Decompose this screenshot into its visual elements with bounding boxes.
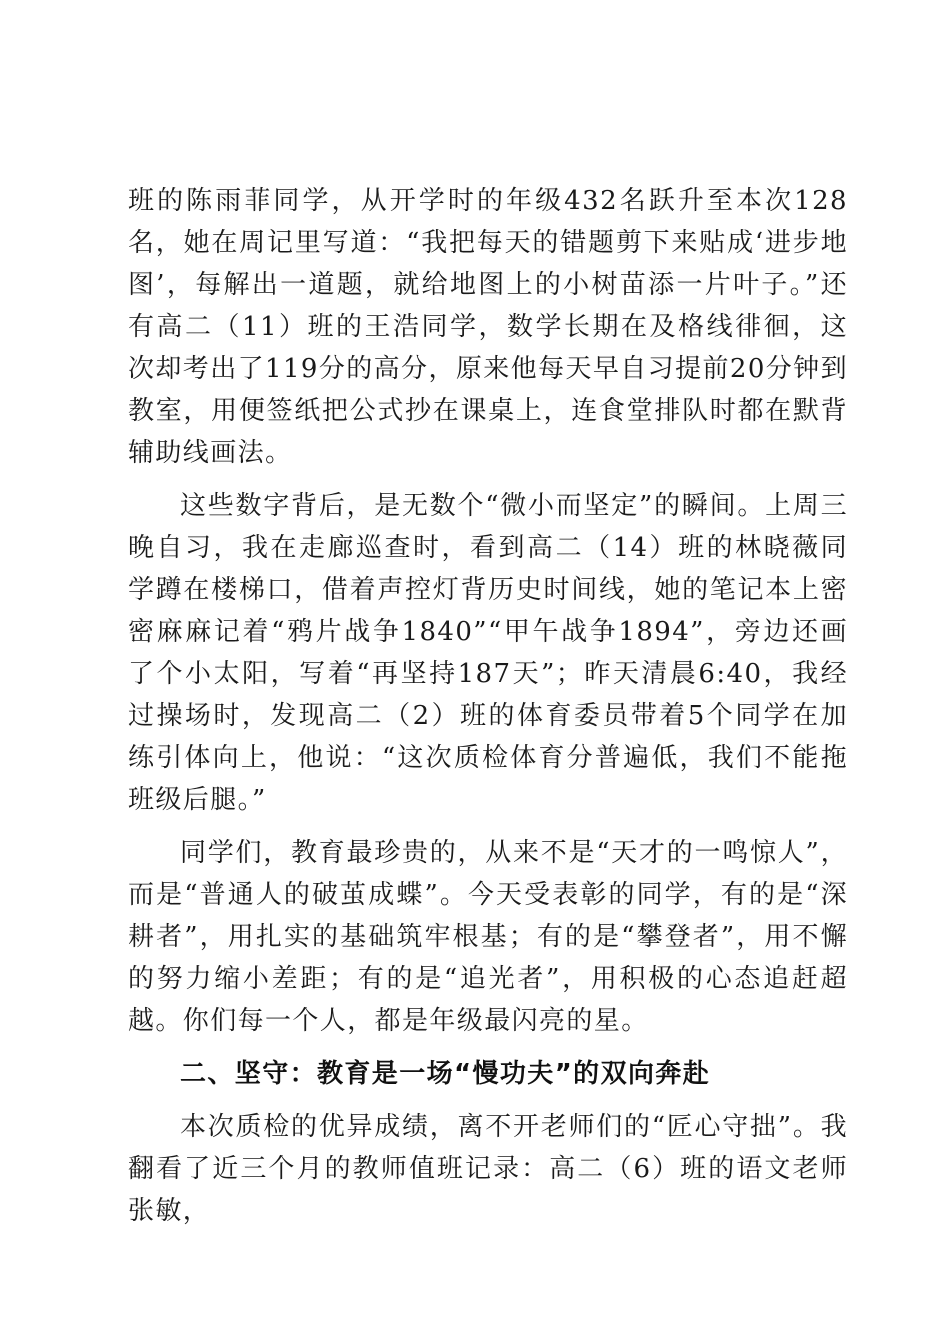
paragraph-encouragement: 同学们，教育最珍贵的，从来不是“天才的一鸣惊人”，而是“普通人的破茧成蝶”。今天受表彰的同学，有的是“深耕者”，用扎实的基础筑牢根基；有的是“攀登者”，用不懈的努力缩小差距；有的是“追光者”，用积极的心态追赶超越。你们每一个人，都是年级最闪亮的星。 [128, 838, 848, 1036]
paragraph-continued: 班的陈雨菲同学，从开学时的年级432名跃升至本次128名，她在周记里写道：“我把每天的错题剪下来贴成‘进步地图’，每解出一道题，就给地图上的小树苗添一片叶子。”还有高二（11）班的王浩同学，数学长期在及格线徘徊，这次却考出了119分的高分，原来他每天早自习提前20分钟到教室，用便签纸把公式抄在课桌上，连食堂排队时都在默背辅助线画法。 [128, 186, 848, 468]
paragraph-teachers: 本次质检的优异成绩，离不开老师们的“匠心守拙”。我翻看了近三个月的教师值班记录：高二（6）班的语文老师张敏， [128, 1112, 848, 1226]
paragraph-moments: 这些数字背后，是无数个“微小而坚定”的瞬间。上周三晚自习，我在走廊巡查时，看到高二（14）班的林晓薇同学蹲在楼梯口，借着声控灯背历史时间线，她的笔记本上密密麻麻记着“鸦片战争1840”“甲午战争1894”，旁边还画了个小太阳，写着“再坚持187天”；昨天清晨6:40，我经过操场时，发现高二（2）班的体育委员带着5个同学在加练引体向上，他说：“这次质检体育分普遍低，我们不能拖班级后腿。” [128, 491, 848, 815]
section-heading: 二、坚守：教育是一场“慢功夫”的双向奔赴 [180, 1059, 711, 1089]
document-body [128, 180, 848, 1243]
